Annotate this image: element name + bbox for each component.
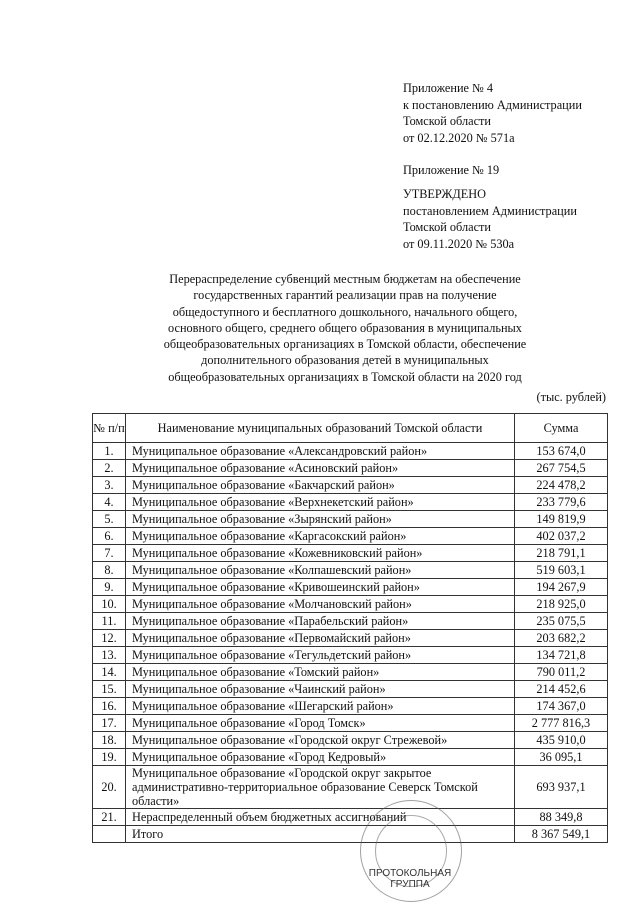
row-number: 21.	[93, 809, 126, 826]
municipality-name: Муниципальное образование «Зырянский район»	[126, 511, 515, 528]
title-line: общеобразовательных организациях в Томской области на 2020 год	[168, 369, 522, 384]
title-line: Перераспределение субвенций местным бюджетам на обеспечение	[169, 272, 521, 286]
table-row	[93, 443, 608, 460]
row-number	[93, 826, 126, 843]
amount: 402 037,2	[515, 528, 608, 545]
row-number: 4.	[93, 494, 126, 511]
table-row	[93, 579, 608, 596]
municipality-name: Муниципальное образование «Бакчарский район»	[126, 477, 515, 494]
row-number: 11.	[93, 613, 126, 630]
row-number: 17.	[93, 715, 126, 732]
amount: 153 674,0	[515, 443, 608, 460]
municipality-name: Муниципальное образование «Парабельский район»	[126, 613, 515, 630]
header-line: постановлением Администрации	[403, 203, 577, 218]
unit-label: (тыс. рублей)	[536, 390, 606, 404]
amount: 235 075,5	[515, 613, 608, 630]
row-number: 19.	[93, 749, 126, 766]
amount: 194 267,9	[515, 579, 608, 596]
amount: 224 478,2	[515, 477, 608, 494]
table-header-row	[93, 414, 608, 443]
row-number: 18.	[93, 732, 126, 749]
row-number: 20.	[93, 766, 126, 809]
row-number: 15.	[93, 681, 126, 698]
row-number: 5.	[93, 511, 126, 528]
approval-block	[403, 186, 608, 252]
appendix-number	[403, 162, 608, 179]
municipality-name: Муниципальное образование «Город Кедровый»	[126, 749, 515, 766]
header-line: УТВЕРЖДЕНО	[403, 187, 487, 201]
row-number: 16.	[93, 698, 126, 715]
municipality-name: Муниципальное образование «Чаинский район»	[126, 681, 515, 698]
row-number: 6.	[93, 528, 126, 545]
column-header: Сумма	[515, 414, 608, 443]
municipality-name: Муниципальное образование «Кожевниковский район»	[126, 545, 515, 562]
header-line: Томской области	[403, 114, 491, 128]
row-number: 10.	[93, 596, 126, 613]
amount: 8 367 549,1	[515, 826, 608, 843]
column-header: № п/п	[93, 414, 126, 443]
header-line: от 02.12.2020 № 571а	[403, 130, 515, 145]
amount: 267 754,5	[515, 460, 608, 477]
row-number: 13.	[93, 647, 126, 664]
amount: 218 791,1	[515, 545, 608, 562]
document-title	[130, 271, 560, 385]
amount: 693 937,1	[515, 766, 608, 809]
title-line: основного общего, среднего общего образования в муниципальных	[168, 320, 522, 335]
municipality-name: Муниципальное образование «Городской округ закрытое административно-территориальное образование Северск Томской области»	[126, 766, 515, 809]
amount: 214 452,6	[515, 681, 608, 698]
table-row	[93, 809, 608, 826]
municipality-name: Муниципальное образование «Колпашевский район»	[126, 562, 515, 579]
table-row	[93, 494, 608, 511]
table-row	[93, 715, 608, 732]
table-row	[93, 477, 608, 494]
municipality-name: Муниципальное образование «Город Томск»	[126, 715, 515, 732]
amount: 519 603,1	[515, 562, 608, 579]
row-number: 1.	[93, 443, 126, 460]
row-number: 7.	[93, 545, 126, 562]
municipality-name: Муниципальное образование «Молчановский район»	[126, 596, 515, 613]
title-line: государственных гарантий реализации прав на получение	[193, 288, 497, 303]
table-row	[93, 647, 608, 664]
municipality-name: Муниципальное образование «Асиновский район»	[126, 460, 515, 477]
row-number: 3.	[93, 477, 126, 494]
municipality-name: Муниципальное образование «Каргасокский район»	[126, 528, 515, 545]
amount: 435 910,0	[515, 732, 608, 749]
stamp-text: ПРОТОКОЛЬНАЯ ГРУППА	[368, 868, 452, 890]
header-line: Приложение № 19	[403, 163, 500, 177]
municipality-name: Итого	[126, 826, 515, 843]
amount: 233 779,6	[515, 494, 608, 511]
header-line: Приложение № 4	[403, 81, 494, 95]
row-number: 8.	[93, 562, 126, 579]
title-line: общеобразовательных организациях в Томской области, обеспечение	[163, 337, 527, 352]
header-line: от 09.11.2020 № 530а	[403, 236, 515, 251]
municipality-name: Муниципальное образование «Городской округ Стрежевой»	[126, 732, 515, 749]
amount: 203 682,2	[515, 630, 608, 647]
total-row	[93, 826, 608, 843]
municipality-name: Муниципальное образование «Александровский район»	[126, 443, 515, 460]
row-number: 14.	[93, 664, 126, 681]
row-number: 9.	[93, 579, 126, 596]
municipality-name: Муниципальное образование «Шегарский район»	[126, 698, 515, 715]
municipality-name: Муниципальное образование «Первомайский район»	[126, 630, 515, 647]
amount: 174 367,0	[515, 698, 608, 715]
table-row	[93, 749, 608, 766]
row-number: 2.	[93, 460, 126, 477]
table-row	[93, 664, 608, 681]
amount: 790 011,2	[515, 664, 608, 681]
amount: 2 777 816,3	[515, 715, 608, 732]
title-line: общедоступного и бесплатного дошкольного, начального общего,	[172, 304, 518, 319]
appendix-header	[403, 80, 608, 146]
title-line: дополнительного образования детей в муниципальных	[201, 353, 489, 368]
table-row	[93, 596, 608, 613]
table-row	[93, 528, 608, 545]
table-row	[93, 766, 608, 809]
table-row	[93, 630, 608, 647]
municipality-name: Муниципальное образование «Томский район»	[126, 664, 515, 681]
municipality-name: Нераспределенный объем бюджетных ассигнований	[126, 809, 515, 826]
municipality-name: Муниципальное образование «Тегульдетский район»	[126, 647, 515, 664]
amount: 36 095,1	[515, 749, 608, 766]
amount: 88 349,8	[515, 809, 608, 826]
table-row	[93, 545, 608, 562]
column-header: Наименование муниципальных образований Томской области	[126, 414, 515, 443]
row-number: 12.	[93, 630, 126, 647]
amount: 149 819,9	[515, 511, 608, 528]
header-line: к постановлению Администрации	[403, 97, 582, 112]
table-row	[93, 698, 608, 715]
municipality-name: Муниципальное образование «Верхнекетский район»	[126, 494, 515, 511]
amount: 218 925,0	[515, 596, 608, 613]
table-row	[93, 681, 608, 698]
subsidy-table	[92, 413, 608, 843]
amount: 134 721,8	[515, 647, 608, 664]
table-row	[93, 562, 608, 579]
table-row	[93, 460, 608, 477]
municipality-name: Муниципальное образование «Кривошеинский район»	[126, 579, 515, 596]
table-row	[93, 732, 608, 749]
table-row	[93, 613, 608, 630]
table-row	[93, 511, 608, 528]
header-line: Томской области	[403, 220, 491, 234]
